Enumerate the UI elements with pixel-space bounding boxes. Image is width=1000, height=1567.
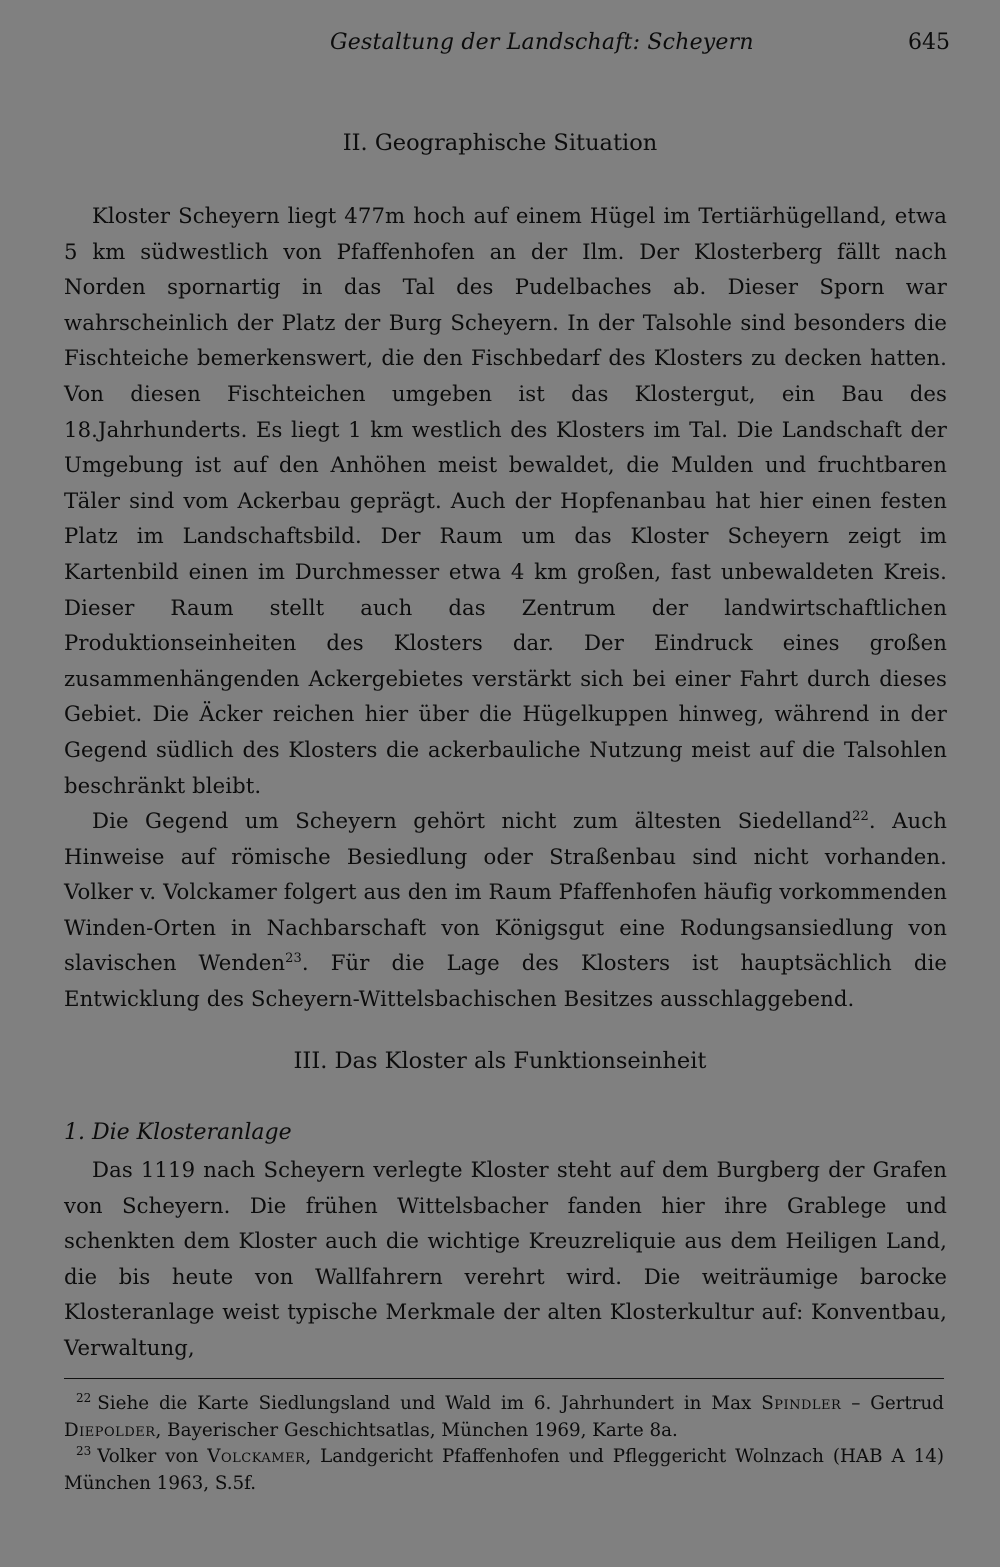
author-name: Spindler (761, 1393, 842, 1414)
footnotes (64, 1391, 944, 1497)
running-head (0, 30, 1000, 60)
footnote-22 (64, 1391, 944, 1444)
paragraph: Kloster Scheyern liegt 477m hoch auf einem Hügel im Tertiärhügelland, etwa 5 km südwestlich von Pfaffenhofen an der Ilm. Der Klosterberg fällt nach Norden spornartig in das Tal des Pudelbaches ab. Dieser Sporn war wahrscheinlich der Platz der Burg Scheyern. In der Talsohle sind besonders die Fischteiche bemerkenswert, die den Fischbedarf des Klosters zu decken hatten. Von diesen Fischteichen umgeben ist das Klostergut, ein Bau des 18.Jahrhunderts. Es liegt 1 km westlich des Klosters im Tal. Die Landschaft der Umgebung ist auf den Anhöhen meist bewaldet, die Mulden und fruchtbaren Täler sind vom Ackerbau geprägt. Auch der Hopfenanbau hat hier einen festen Platz im Landschaftsbild. Der Raum um das Kloster Scheyern zeigt im Kartenbild einen im Durchmesser etwa 4 km großen, fast unbewaldeten Kreis. Dieser Raum stellt auch das Zentrum der landwirtschaftlichen Produktionseinheiten des Klosters dar. Der Eindruck eines großen zusammenhängenden Ackergebietes verstärkt sich bei einer Fahrt durch dieses Gebiet. Die Äcker reichen hier über die Hügelkuppen hinweg, während in der Gegend südlich des Klosters die ackerbauliche Nutzung meist auf die Talsohlen beschränkt bleibt. (64, 203, 947, 798)
author-name: Diepolder (64, 1419, 156, 1441)
footnote-reference[interactable]: 22 (852, 809, 869, 825)
paragraph-text: Die Gegend um Scheyern gehört nicht zum ältesten Siedelland (92, 808, 853, 834)
paragraph-text: . Auch Hinweise auf römische Besiedlung oder Straßenbau sind nicht vorhanden. Volker v. Volckamer folgert aus den im Raum Pfaffenhofen häufig vorkommenden Winden-Orten in Nachbarschaft von Königsgut eine Rodungsansiedlung von slavischen Wenden (64, 808, 947, 976)
footnote-mark: 22 (76, 1390, 92, 1405)
footnote-text: Siehe die Karte Siedlungsland und Wald im 6. Jahrhundert in Max (97, 1393, 762, 1414)
footnote-mark: 23 (76, 1443, 92, 1458)
footnote-text: – Gertrud (841, 1393, 944, 1414)
page-number: 645 (908, 30, 950, 55)
section-heading-geographische-situation: II. Geographische Situation (342, 130, 658, 156)
section-heading-funktionseinheit: III. Das Kloster als Funktionseinheit (293, 1048, 707, 1074)
author-name: Volckamer (207, 1446, 306, 1467)
section-body-geographische-situation (64, 198, 947, 1017)
footnote-divider (64, 1378, 944, 1379)
footnote-reference[interactable]: 23 (285, 951, 302, 967)
footnote-text: Volker von (97, 1446, 208, 1467)
subheading-klosteranlage: 1. Die Klosteranlage (64, 1120, 292, 1145)
running-title: Gestaltung der Landschaft: Scheyern (330, 30, 754, 55)
paragraph: Das 1119 nach Scheyern verlegte Kloster steht auf dem Burgberg der Grafen von Scheyern. Die frühen Wittelsbacher fanden hier ihre Grablege und schenkten dem Kloster auch die wichtige Kreuzreliquie aus dem Heiligen Land, die bis heute von Wallfahrern verehrt wird. Die weiträumige barocke Klosteranlage weist typische Merkmale der alten Klosterkultur auf: Konventbau, Verwaltung, (64, 1157, 947, 1360)
footnote-text: , Bayerischer Geschichtsatlas, München 1969, Karte 8a. (155, 1419, 678, 1441)
section-body-klosteranlage (64, 1152, 947, 1366)
paragraph-text: . Für die Lage des Klosters ist hauptsächlich die Entwicklung des Scheyern-Wittelsbachischen Besitzes ausschlaggebend. (64, 950, 948, 1012)
paragraph (64, 803, 947, 1017)
footnote-23 (64, 1444, 944, 1497)
footnote-text: , Landgericht Pfaffenhofen und Pfleggericht Wolnzach (HAB A 14) München 1963, S.5f. (64, 1446, 944, 1494)
